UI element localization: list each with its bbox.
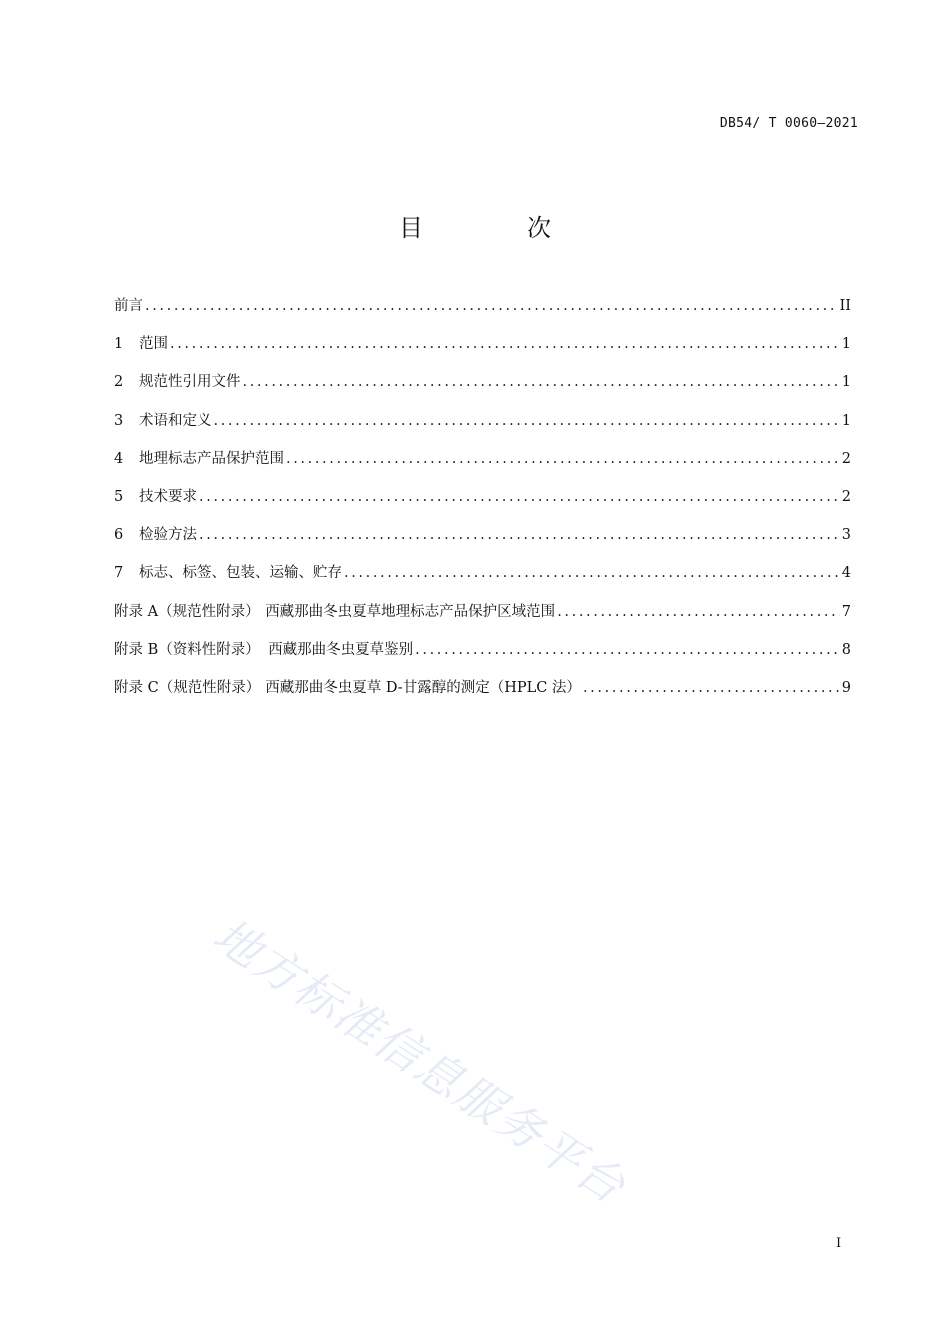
toc-entry-page: 2 [841,488,851,505]
toc-entry-label: 前言 [114,298,143,314]
toc-entry-label: 术语和定义 [139,412,212,429]
toc-entry-test-methods[interactable] [114,523,851,561]
toc-entry-terms[interactable] [114,409,851,447]
toc-entry-label: 地理标志产品保护范围 [139,450,284,467]
toc-dot-leader [145,298,838,314]
toc-entry-number: 2 [114,374,124,391]
toc-entry-label: 标志、标签、包装、运输、贮存 [139,565,342,582]
toc-entry-label: 西藏那曲冬虫夏草 D-甘露醇的测定（HPLC 法） [265,679,581,696]
toc-entry-appendix-b[interactable] [114,638,851,676]
watermark: 地方标准信息服务平台 [203,907,636,1215]
toc-dot-leader [170,336,840,352]
toc-dot-leader [214,413,840,429]
toc-dot-leader [199,527,840,543]
toc-entry-label: 西藏那曲冬虫夏草鉴别 [268,641,414,658]
toc-entry-label: 西藏那曲冬虫夏草地理标志产品保护区域范围 [265,603,556,620]
toc-entry-normative-references[interactable] [114,370,851,408]
toc-entry-page: 1 [841,412,851,429]
toc-entry-page: 8 [841,641,851,658]
toc-entry-protection-scope[interactable] [114,447,851,485]
toc-entry-number: 4 [114,450,124,467]
toc-dot-leader [557,604,840,620]
toc-dot-leader [199,489,840,505]
table-of-contents [114,294,851,714]
toc-entry-number: 6 [114,527,124,544]
page-title: 目 次 [399,214,591,242]
toc-dot-leader [286,451,840,467]
toc-entry-technical-requirements[interactable] [114,485,851,523]
toc-entry-scope[interactable] [114,332,851,370]
toc-dot-leader [415,642,840,658]
toc-entry-label: 范围 [139,336,168,353]
standard-code: DB54/ T 0060—2021 [719,116,858,131]
toc-dot-leader [344,565,840,581]
toc-appendix-prefix: 附录 A（规范性附录） [114,603,260,620]
toc-entry-number: 5 [114,488,124,505]
toc-entry-page: II [839,298,851,314]
toc-entry-page: 9 [841,679,851,696]
toc-entry-label: 技术要求 [139,488,197,505]
toc-entry-page: 3 [841,527,851,544]
toc-dot-leader [243,374,840,390]
toc-entry-number: 7 [114,565,124,582]
toc-entry-foreword[interactable] [114,294,851,332]
toc-entry-appendix-a[interactable] [114,600,851,638]
page-number: I [836,1236,842,1251]
toc-entry-page: 2 [841,450,851,467]
toc-appendix-prefix: 附录 C（规范性附录） [114,679,261,696]
toc-entry-page: 4 [841,565,851,582]
toc-entry-label: 规范性引用文件 [139,374,241,391]
toc-entry-page: 7 [841,603,851,620]
toc-entry-marking-packaging[interactable] [114,561,851,599]
toc-entry-page: 1 [841,374,851,391]
toc-appendix-prefix: 附录 B（资料性附录） [114,641,260,658]
toc-dot-leader [583,680,840,696]
toc-entry-number: 3 [114,412,124,429]
toc-entry-label: 检验方法 [139,527,197,544]
toc-entry-number: 1 [114,336,124,353]
toc-entry-appendix-c[interactable] [114,676,851,714]
toc-entry-page: 1 [841,336,851,353]
